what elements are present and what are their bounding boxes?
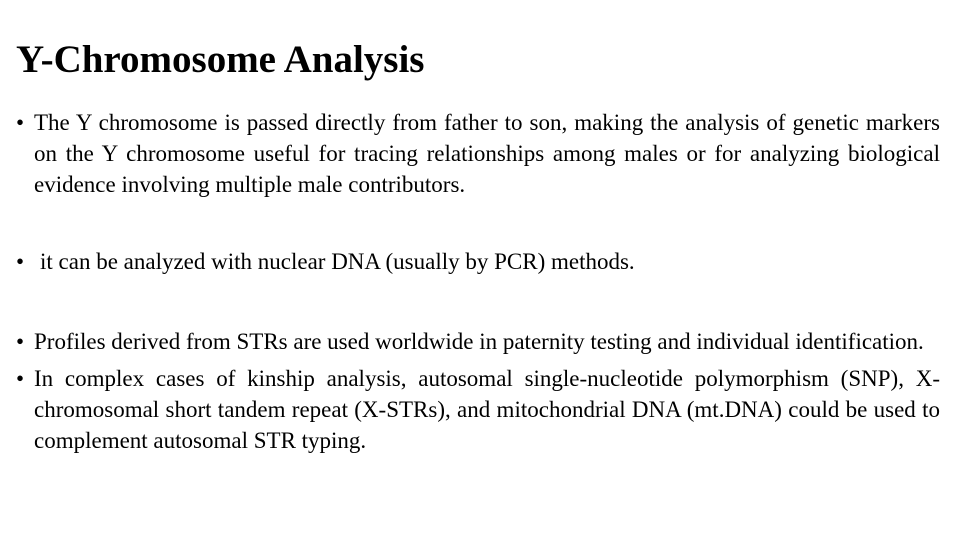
bullet-marker: • [16,329,25,354]
bullet-item [16,107,940,200]
bullet-item [16,246,940,277]
bullet-text: it can be analyzed with nuclear DNA (usually by PCR) methods. [40,249,635,274]
bullet-item [16,363,940,456]
bullet-list [16,107,940,456]
bullet-marker: • [16,249,25,274]
bullet-marker: • [16,366,25,391]
bullet-item [16,326,940,357]
slide-title: Y-Chromosome Analysis [16,38,425,81]
bullet-text: Profiles derived from STRs are used worldwide in paternity testing and individual identification. [34,329,924,354]
bullet-text: In complex cases of kinship analysis, autosomal single-nucleotide polymorphism (SNP), X-chromosomal short tandem repeat (X-STRs), and mitochondrial DNA (mt.DNA) could be used to complement autosomal STR typing. [34,366,940,453]
bullet-text: The Y chromosome is passed directly from father to son, making the analysis of genetic markers on the Y chromosome useful for tracing relationships among males or for analyzing biological evidence involving multiple male contributors. [34,110,940,197]
bullet-marker: • [16,110,25,135]
